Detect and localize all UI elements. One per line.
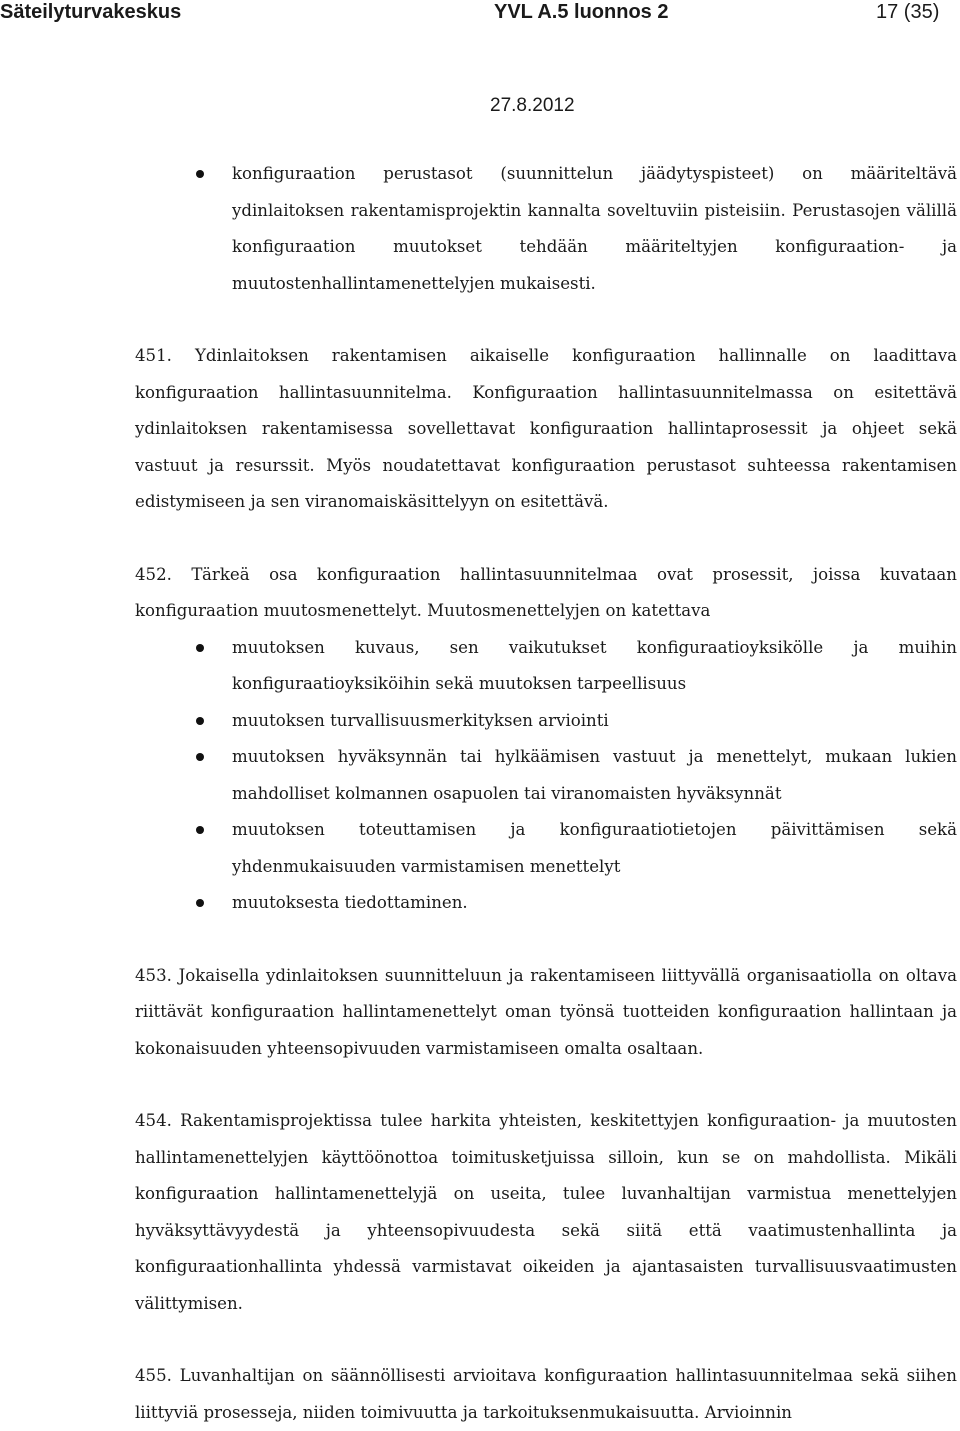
bullet-icon (196, 644, 204, 652)
list-item-text: konfiguraation perustasot (suunnittelun jäädytyspisteet) on määriteltävä ydinlaitoksen rakentamisprojektin kannalta soveltuviin pisteisiin. Perustasojen välillä konfiguraation muutokset tehdään määriteltyjen konfiguraation- ja muutostenhallintamenettelyjen mukaisesti. (232, 164, 957, 293)
paragraph-454: 454. Rakentamisprojektissa tulee harkita yhteisten, keskitettyjen konfiguraation- ja muutosten hallintamenettelyjen käyttöönottoa toimitusketjuissa silloin, kun se on mahdollista. Mikäli konfiguraation hallintamenettelyjä on useita, tulee luvanhaltijan varmistua menettelyjen hyväksyttävyydestä ja yhteensopivuudesta sekä siitä että vaatimustenhallinta ja konfiguraationhallinta yhdessä varmistavat oikeiden ja ajantasaisten turvallisuusvaatimusten välittymisen. (135, 1111, 957, 1313)
bullet-icon (196, 826, 204, 834)
document-code: YVL A.5 luonnos 2 (494, 1, 669, 23)
list-item (135, 885, 957, 922)
list-item (135, 812, 957, 885)
list-item (135, 630, 957, 703)
list-item-text: muutoksen toteuttamisen ja konfiguraatiotietojen päivittämisen sekä yhdenmukaisuuden varmistamisen menettelyt (232, 820, 957, 876)
paragraph-451: 451. Ydinlaitoksen rakentamisen aikaiselle konfiguraation hallinnalle on laadittava konfiguraation hallintasuunnitelma. Konfiguraation hallintasuunnitelmassa on esitettävä ydinlaitoksen rakentamisessa sovellettavat konfiguraation hallintaprosessit ja ohjeet sekä vastuut ja resurssit. Myös noudatettavat konfiguraation perustasot suhteessa rakentamisen edistymiseen ja sen viranomaiskäsittelyyn on esitettävä. (135, 346, 957, 511)
document-body (135, 156, 957, 1431)
list-item-text: muutoksen hyväksynnän tai hylkäämisen vastuut ja menettelyt, mukaan lukien mahdolliset kolmannen osapuolen tai viranomaisten hyväksynnät (232, 747, 957, 803)
organization-name: Säteilyturvakeskus (0, 1, 182, 23)
list-item-text: muutoksen kuvaus, sen vaikutukset konfiguraatioyksikölle ja muihin konfiguraatioyksiköihin sekä muutoksen tarpeellisuus (232, 637, 957, 693)
bullet-icon (196, 170, 204, 178)
page-number: 17 (35) (876, 1, 940, 23)
list-item-text: muutoksen turvallisuusmerkityksen arviointi (232, 710, 609, 730)
list-item (135, 156, 957, 302)
list-item (135, 703, 957, 740)
intro-bullet-list (135, 156, 957, 302)
bullet-icon (196, 899, 204, 907)
list-item (135, 739, 957, 812)
document-date: 27.8.2012 (490, 95, 575, 116)
change-procedure-list (135, 630, 957, 922)
page-header (0, 0, 960, 28)
paragraph-453: 453. Jokaisella ydinlaitoksen suunnitteluun ja rakentamiseen liittyvällä organisaatiolla on oltava riittävät konfiguraation hallintamenettelyt oman työnsä tuotteiden konfiguraation hallintaan ja kokonaisuuden yhteensopivuuden varmistamiseen omalta osaltaan. (135, 965, 957, 1058)
bullet-icon (196, 717, 204, 725)
bullet-icon (196, 753, 204, 761)
paragraph-452: 452. Tärkeä osa konfiguraation hallintasuunnitelmaa ovat prosessit, joissa kuvataan konfiguraation muutosmenettelyt. Muutosmenettelyjen on katettava (135, 564, 957, 620)
paragraph-455: 455. Luvanhaltijan on säännöllisesti arvioitava konfiguraation hallintasuunnitelmaa sekä siihen liittyviä prosesseja, niiden toimivuutta ja tarkoituksenmukaisuutta. Arvioinnin (135, 1366, 957, 1422)
list-item-text: muutoksesta tiedottaminen. (232, 893, 468, 912)
